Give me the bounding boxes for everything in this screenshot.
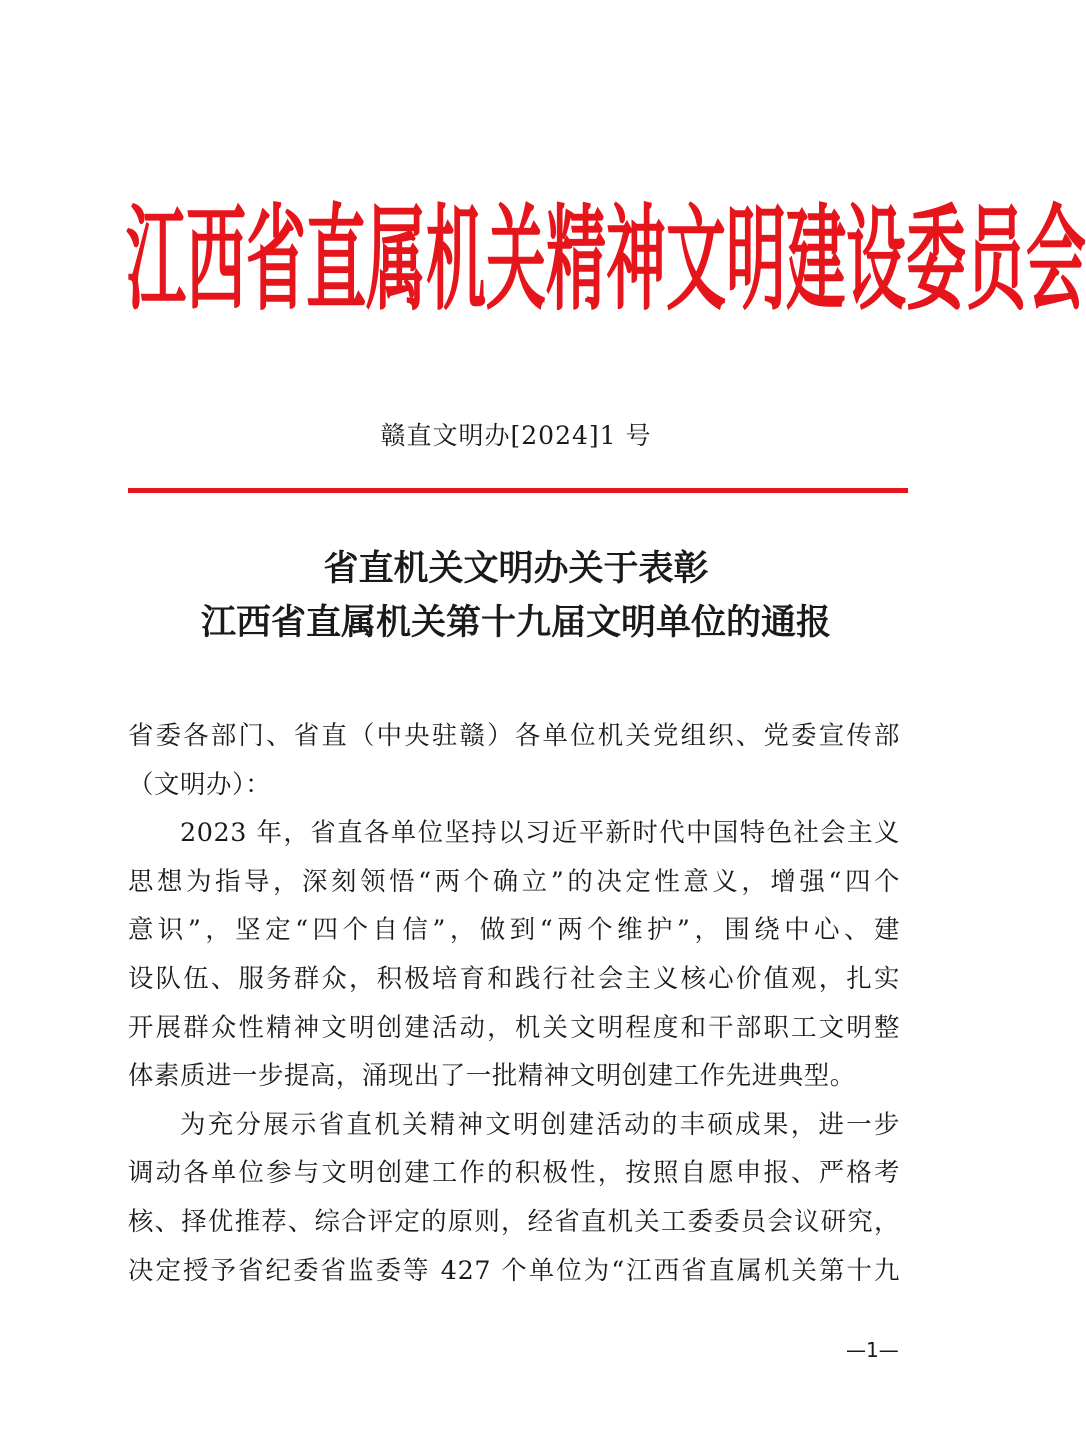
page-number: —1— [846, 1338, 899, 1362]
body-line: 设队伍、服务群众，积极培育和践行社会主义核心价值观，扎实 [128, 962, 900, 993]
title-line-2: 江西省直属机关第十九届文明单位的通报 [200, 602, 831, 643]
masthead-char: 机 [426, 194, 486, 328]
body-line: （文明办）： [128, 768, 272, 799]
masthead-char: 员 [966, 194, 1026, 328]
body-line: 省委各部门、省直（中央驻赣）各单位机关党组织、党委宣传部 [128, 720, 900, 750]
masthead-char: 会 [1026, 194, 1086, 328]
masthead-char: 明 [726, 194, 786, 328]
masthead-char: 省 [246, 194, 306, 328]
masthead-char: 精 [546, 194, 606, 328]
masthead-char: 建 [786, 194, 846, 328]
masthead-char: 江 [126, 194, 186, 328]
body-line: 决定授予省纪委省监委等 427 个单位为“江西省直属机关第十九 [128, 1254, 900, 1285]
document-body [128, 711, 900, 1294]
body-line: 意识”，坚定“四个自信”，做到“两个维护”，围绕中心、建 [128, 914, 900, 945]
masthead-char: 文 [666, 194, 726, 328]
body-line: 调动各单位参与文明创建工作的积极性，按照自愿申报、严格考 [128, 1157, 900, 1188]
body-line: 体素质进一步提高，涌现出了一批精神文明创建工作先进典型。 [128, 1060, 856, 1091]
body-line: 为充分展示省直机关精神文明创建活动的丰硕成果，进一步 [180, 1108, 900, 1139]
body-line: 核、择优推荐、综合评定的原则，经省直机关工委委员会议研究， [128, 1205, 900, 1236]
red-divider [128, 488, 908, 493]
body-line: 2023 年，省直各单位坚持以习近平新时代中国特色社会主义 [180, 817, 900, 848]
masthead-title [126, 194, 1086, 328]
masthead-char: 神 [606, 194, 666, 328]
masthead-char: 西 [186, 194, 246, 328]
masthead-char: 属 [366, 194, 426, 328]
masthead-char: 设 [846, 194, 906, 328]
masthead-char: 委 [906, 194, 966, 328]
title-line-1: 省直机关文明办关于表彰 [323, 548, 709, 589]
document-title [126, 542, 906, 650]
masthead-char: 关 [486, 194, 546, 328]
body-line: 开展群众性精神文明创建活动，机关文明程度和干部职工文明整 [128, 1011, 900, 1042]
masthead-char: 直 [306, 194, 366, 328]
body-line: 思想为指导，深刻领悟“两个确立”的决定性意义，增强“四个 [128, 865, 900, 896]
document-number: 赣直文明办[2024]1 号 [380, 421, 652, 450]
